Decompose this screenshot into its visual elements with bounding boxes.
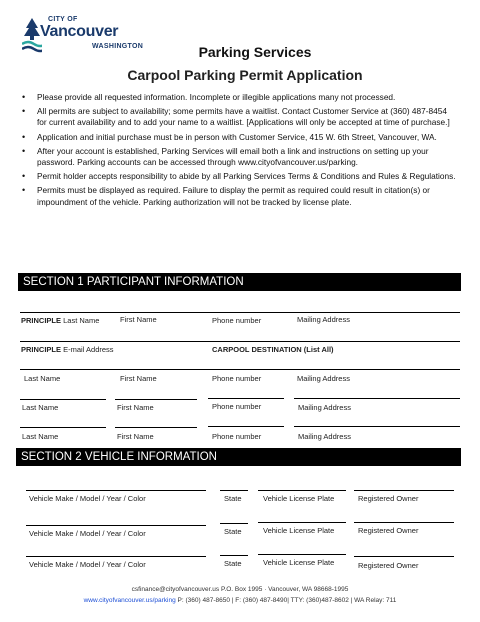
carpool-destination-label: CARPOOL DESTINATION (List All) [212,345,334,354]
first-name-line[interactable] [115,399,197,400]
state-line[interactable] [220,490,248,491]
license-plate-label: Vehicle License Plate [263,558,335,567]
vehicle-label: Vehicle Make / Model / Year / Color [29,560,146,569]
section-1-header: SECTION 1 PARTICIPANT INFORMATION [18,273,461,291]
logo-state: WASHINGTON [92,43,144,50]
phone-label: Phone number [212,432,262,441]
first-name-label: First Name [120,374,157,383]
license-plate-label: Vehicle License Plate [263,494,335,503]
principle-last-name-label: PRINCIPLE Last Name [21,316,100,325]
registered-owner-label: Registered Owner [358,494,419,503]
first-name-label: First Name [120,315,157,324]
phone-line[interactable] [208,426,284,427]
last-name-line[interactable] [20,427,106,428]
registered-owner-label: Registered Owner [358,526,419,535]
last-name-label: Last Name [24,374,61,383]
instructions-list [20,92,458,211]
last-name-label: Last Name [22,403,59,412]
registered-owner-line[interactable] [354,556,454,557]
page-title: Parking Services [198,44,312,60]
parking-website-link[interactable]: www.cityofvancouver.us/parking [83,597,176,604]
state-label: State [224,527,242,536]
phone-line[interactable] [208,398,284,399]
registered-owner-label: Registered Owner [358,561,419,570]
phone-label: Phone number [212,402,262,411]
logo-name: Vancouver [40,23,119,40]
first-name-label: First Name [117,432,154,441]
vehicle-line[interactable] [26,490,206,491]
vehicle-line[interactable] [26,525,206,526]
footer-contact: csfinance@cityofvancouver.us P.O. Box 1995 · Vancouver, WA 98668-1995 [131,586,349,593]
page-subtitle: Carpool Parking Permit Application [127,67,363,83]
logo-city-of: CITY OF [48,16,78,23]
state-line[interactable] [220,555,248,556]
license-plate-label: Vehicle License Plate [263,526,335,535]
list-item: • Application and initial purchase must be in person with Customer Service, 415 W. 6th Street, Vancouver, WA. [20,132,458,143]
carpool-row-line[interactable] [20,369,460,370]
list-item: • Permits must be displayed as required. Failure to display the permit as required could result in citation(s) or impoundment of the vehicle. Parking authorization will not be tracked by license plate. [20,185,458,207]
first-name-label: First Name [117,403,154,412]
list-item: • All permits are subject to availability; some permits have a waitlist. Contact Customer Service at (360) 487-8454 for current availability and to add your name to a waitlist. [Applications will only be accepted at time of purchase.] [20,106,458,128]
state-label: State [224,494,242,503]
license-plate-line[interactable] [258,490,346,491]
registered-owner-line[interactable] [354,490,454,491]
email-row-line[interactable] [20,341,460,342]
principle-row-line[interactable] [20,312,460,313]
list-item: • After your account is established, Parking Services will email both a link and instructions on setting up your password. Parking accounts can be accessed through www.cityofvancouver.us/parking. [20,146,458,168]
mailing-address-label: Mailing Address [297,315,350,324]
section-2-header: SECTION 2 VEHICLE INFORMATION [16,448,461,466]
list-item: • Permit holder accepts responsibility to abide by all Parking Services Terms & Conditions and Rules & Regulations. [20,171,458,182]
license-plate-line[interactable] [258,522,346,523]
last-name-label: Last Name [22,432,59,441]
phone-label: Phone number [212,316,262,325]
mailing-address-line[interactable] [294,426,460,427]
footer-phones: www.cityofvancouver.us/parking P: (360) 487-8650 | F: (360) 487-8490| TTY: (360)487-8602 | WA Relay: 711 [83,597,397,604]
principle-email-label: PRINCIPLE E-mail Address [21,345,114,354]
vehicle-label: Vehicle Make / Model / Year / Color [29,529,146,538]
mailing-address-label: Mailing Address [297,374,350,383]
first-name-line[interactable] [115,427,197,428]
vehicle-label: Vehicle Make / Model / Year / Color [29,494,146,503]
phone-label: Phone number [212,374,262,383]
mailing-address-label: Mailing Address [298,432,351,441]
last-name-line[interactable] [20,399,106,400]
list-item: • Please provide all requested information. Incomplete or illegible applications many not processed. [20,92,458,103]
state-label: State [224,559,242,568]
mailing-address-label: Mailing Address [298,403,351,412]
mailing-address-line[interactable] [294,398,460,399]
vehicle-line[interactable] [26,556,206,557]
registered-owner-line[interactable] [354,522,454,523]
state-line[interactable] [220,523,248,524]
license-plate-line[interactable] [258,554,346,555]
